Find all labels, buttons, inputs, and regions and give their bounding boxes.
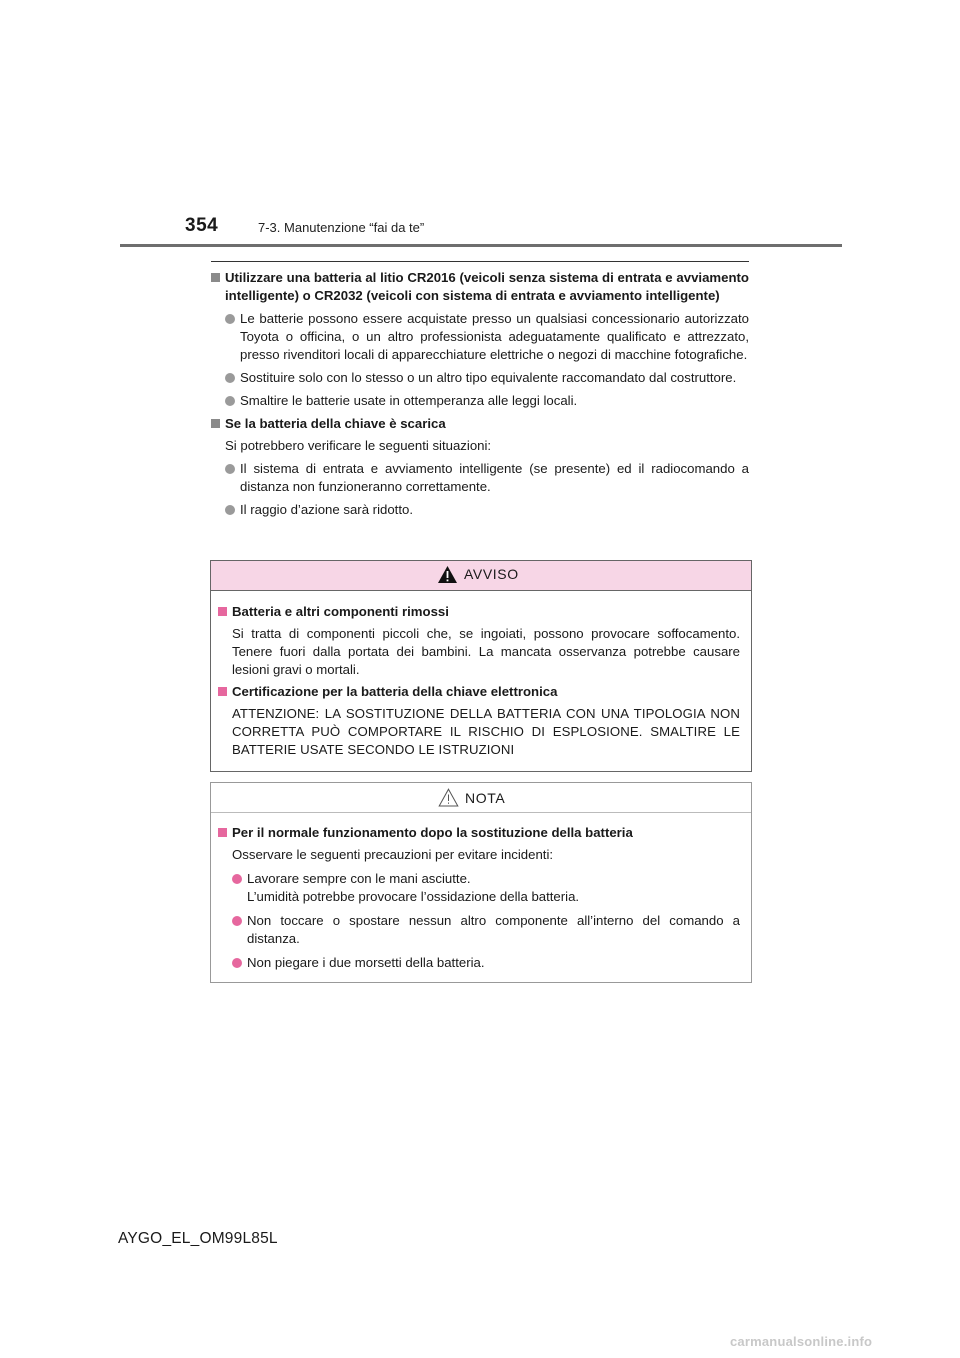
page-header (0, 0, 960, 250)
round-bullet-icon (225, 373, 235, 383)
main-content (211, 261, 749, 519)
document-code: AYGO_EL_OM99L85L (118, 1230, 278, 1247)
warning-item-heading: Batteria e altri componenti rimossi (218, 603, 740, 621)
list-item: Lavorare sempre con le mani asciutte. L’umidità potrebbe provocare l’ossidazione della batteria. (232, 870, 740, 906)
list-item: Non piegare i due morsetti della batteria. (232, 954, 740, 972)
note-intro: Osservare le seguenti precauzioni per evitare incidenti: (232, 847, 554, 862)
round-bullet-icon (225, 464, 235, 474)
warning-box-header (211, 561, 751, 591)
warning-icon (437, 565, 458, 584)
list-item: Non toccare o spostare nessun altro componente all’interno del comando a distanza. (232, 912, 740, 948)
round-bullet-icon (232, 958, 242, 968)
round-bullet-icon (225, 396, 235, 406)
list-item: Smaltire le batterie usate in ottemperanza alle leggi locali. (225, 392, 749, 410)
content-divider (211, 261, 749, 262)
section-title: 7-3. Manutenzione “fai da te” (258, 220, 425, 235)
caution-icon (438, 788, 459, 807)
note-box-header (211, 783, 751, 813)
warning-item-text: Si tratta di componenti piccoli che, se ingoiati, possono provocare soffocamento. Tenere fuori dalla portata dei bambini. La mancata osservanza potrebbe causare lesioni gravi o mortali. (232, 626, 740, 677)
page-number: 354 (185, 215, 219, 236)
square-bullet-icon (218, 607, 227, 616)
round-bullet-icon (225, 505, 235, 515)
round-bullet-icon (225, 314, 235, 324)
discharged-intro: Si potrebbero verificare le seguenti situazioni: (225, 438, 492, 453)
warning-box-body (218, 603, 740, 759)
warning-box-title: AVVISO (464, 566, 519, 582)
list-item: Sostituire solo con lo stesso o un altro tipo equivalente raccomandato dal costruttore. (225, 369, 749, 387)
round-bullet-icon (232, 874, 242, 884)
header-divider (120, 244, 842, 247)
list-item: Le batterie possono essere acquistate presso un qualsiasi concessionario autorizzato Toyota o officina, o un altro professionista adeguatamente qualificato e attrezzato, presso rivenditori locali di apparecchiature elettriche o negozi di macchine fotografiche. (225, 310, 749, 364)
note-box (210, 782, 752, 983)
warning-box (210, 560, 752, 772)
square-bullet-icon (218, 687, 227, 696)
warning-item-text: ATTENZIONE: LA SOSTITUZIONE DELLA BATTERIA CON UNA TIPOLOGIA NON CORRETTA PUÒ COMPORTARE IL RISCHIO DI ESPLOSIONE. SMALTIRE LE BATTERIE USATE SECONDO LE ISTRUZIONI (232, 706, 740, 757)
warning-item-heading: Certificazione per la batteria della chiave elettronica (218, 683, 740, 701)
note-box-body (218, 824, 740, 972)
list-item: Il raggio d’azione sarà ridotto. (225, 501, 749, 519)
watermark: carmanualsonline.info (730, 1334, 873, 1349)
round-bullet-icon (232, 916, 242, 926)
note-box-title: NOTA (465, 790, 506, 806)
square-bullet-icon (211, 273, 220, 282)
discharged-heading: Se la batteria della chiave è scarica (211, 415, 749, 433)
square-bullet-icon (218, 828, 227, 837)
square-bullet-icon (211, 419, 220, 428)
list-item: Il sistema di entrata e avviamento intelligente (se presente) ed il radiocomando a distanza non funzioneranno correttamente. (225, 460, 749, 496)
battery-type-heading: Utilizzare una batteria al litio CR2016 (veicoli senza sistema di entrata e avviamento intelligente) o CR2032 (veicoli con sistema di entrata e avviamento intelligente) (211, 269, 749, 305)
note-heading: Per il normale funzionamento dopo la sostituzione della batteria (218, 824, 740, 842)
